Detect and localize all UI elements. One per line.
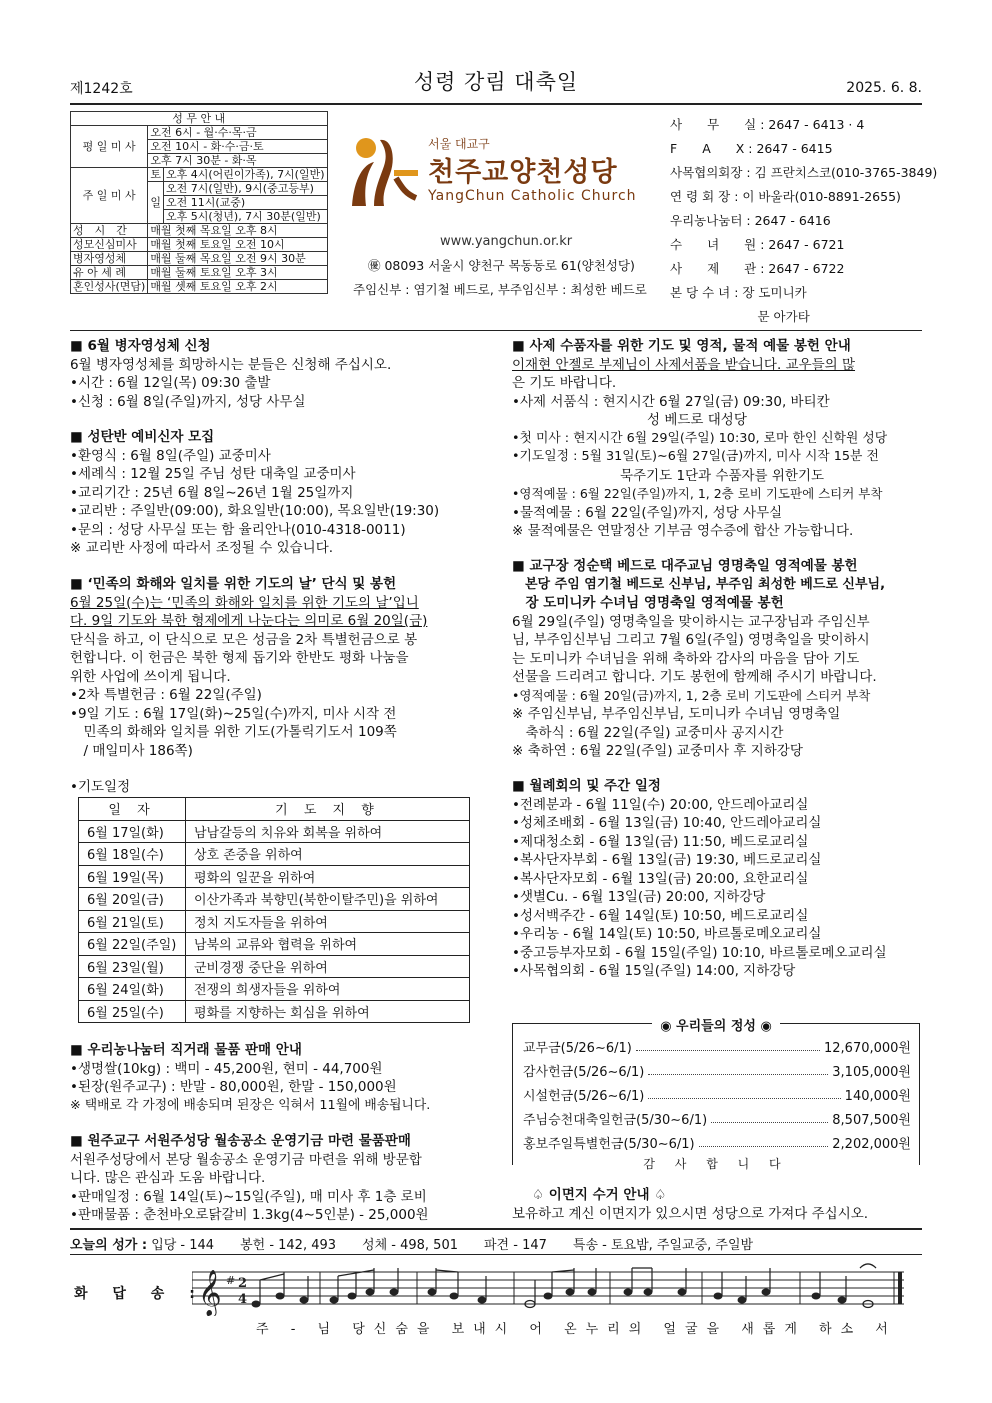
text-line: •시간 : 6월 12일(목) 09:30 출발 bbox=[70, 375, 271, 391]
table-row bbox=[79, 843, 470, 866]
prayer-date: 6월 24일(화) bbox=[79, 978, 186, 1001]
offerings-title: ◉ 우리들의 정성 ◉ bbox=[652, 1019, 780, 1034]
sunday-time: 오후 5시(청년), 7시 30분(일반) bbox=[163, 210, 327, 224]
contact-item: F A X : 2647 - 6415 bbox=[670, 141, 833, 156]
prayer-intention: 이산가족과 북향민(북한이탈주민)을 위하여 bbox=[186, 888, 470, 911]
section-title: ♤ 이면지 수거 안내 ♤ bbox=[532, 1187, 667, 1203]
left-column bbox=[70, 1041, 490, 1115]
right-column bbox=[512, 557, 922, 761]
offerings-box bbox=[512, 1019, 920, 1171]
text-line: •생명쌀(10kg) : 백미 - 45,200원, 현미 - 44,700원 bbox=[70, 1060, 383, 1077]
right-column bbox=[512, 337, 922, 541]
text-line: •영적예물 : 6월 22일(주일)까지, 1, 2층 로비 기도판에 스티커 부착 bbox=[512, 486, 883, 501]
hymn-label: 오늘의 성가 : bbox=[70, 1238, 148, 1253]
text-line: •교리기간 : 25년 6월 8일∼26년 1월 25일까지 bbox=[70, 484, 354, 501]
contact-item: 문 아가타 bbox=[670, 309, 810, 324]
text-line: 님, 부주임신부님 그리고 7월 6일(주일) 영명축일을 맞이하시 bbox=[512, 632, 870, 648]
right-column bbox=[512, 1186, 922, 1223]
svg-text:#: # bbox=[226, 1274, 236, 1287]
prayer-date: 6월 22일(주일) bbox=[79, 933, 186, 956]
text-line: ※ 주임신부님, 부주임신부님, 도미니카 수녀님 영명축일 bbox=[512, 706, 841, 722]
offering-amount: 3,105,000원 bbox=[832, 1064, 911, 1080]
contact-item: 사 무 실 : 2647 - 6413 · 4 bbox=[670, 117, 865, 132]
prayer-date: 6월 20일(금) bbox=[79, 888, 186, 911]
church-subtitle: 서울 대교구 bbox=[428, 137, 490, 151]
text-line: •성체조배회 - 6월 13일(금) 10:40, 안드레아교리실 bbox=[512, 815, 822, 831]
section-divider bbox=[70, 330, 922, 331]
text-line: •샛별Cu. - 6월 13일(금) 20:00, 지하강당 bbox=[512, 889, 766, 905]
sunday-label: 주 일 미 사 bbox=[71, 168, 148, 224]
offering-label: 감사헌금(5/26∼6/1) bbox=[523, 1064, 645, 1080]
prayer-date: 6월 17일(화) bbox=[79, 820, 186, 843]
saturday-label: 토 bbox=[148, 168, 164, 182]
text-line: 성 베드로 대성당 bbox=[512, 412, 747, 428]
table-row bbox=[79, 978, 470, 1001]
table-row bbox=[79, 820, 470, 843]
prayer-intention: 평화의 일꾼을 위하여 bbox=[186, 865, 470, 888]
text-line: •세례식 : 12월 25일 주님 성탄 대축일 교중미사 bbox=[70, 466, 356, 482]
text-line: 6월 29일(주일) 영명축일을 맞이하시는 교구장님과 주임신부 bbox=[512, 613, 870, 630]
text-line: •사목협의회 - 6월 15일(주일) 14:00, 지하강당 bbox=[512, 963, 796, 979]
weekday-time: 오전 6시 - 월·수·목·금 bbox=[148, 126, 327, 140]
section-title: ■ 사제 수품자를 위한 기도 및 영적, 물적 예물 봉헌 안내 bbox=[512, 338, 851, 354]
section-title: ■ 원주교구 서원주성당 월송공소 운영기금 마련 물품판매 bbox=[70, 1133, 411, 1149]
text-line: •우리농 - 6월 14일(토) 10:50, 바르톨로메오교리실 bbox=[512, 926, 822, 942]
text-line: 서원주성당에서 본당 월송공소 운영기금 마련을 위해 방문합 bbox=[70, 1151, 422, 1168]
text-line: ※ 물적예물은 연말정산 기부금 영수증에 합산 가능합니다. bbox=[512, 523, 854, 539]
text-line: •판매일정 : 6월 14일(토)∼15일(주일), 매 미사 후 1층 로비 bbox=[70, 1188, 427, 1205]
text-line: •물적예물 : 6월 22일(주일)까지, 성당 사무실 bbox=[512, 504, 783, 521]
text-line: 선물을 드리려고 합니다. 기도 봉헌에 함께해 주시기 바랍니다. bbox=[512, 669, 877, 685]
text-line: •된장(원주교구) : 반말 - 80,000원, 한말 - 150,000원 bbox=[70, 1079, 397, 1095]
prayer-intention: 정치 지도자들을 위하여 bbox=[186, 910, 470, 933]
offering-row bbox=[523, 1060, 911, 1080]
left-column bbox=[70, 337, 490, 411]
prayer-date: 6월 19일(목) bbox=[79, 865, 186, 888]
offering-label: 홍보주일특별헌금(5/30∼6/1) bbox=[523, 1136, 695, 1152]
text-line: •신청 : 6월 8일(주일)까지, 성당 사무실 bbox=[70, 393, 306, 410]
text-line: 는 도미니카 수녀님을 위해 축하와 감사의 마음을 담아 기도 bbox=[512, 650, 860, 667]
text-line: •성서백주간 - 6월 14일(토) 10:50, 베드로교리실 bbox=[512, 907, 809, 924]
text-line: 다. 9일 기도와 북한 형제에게 나눈다는 의미로 6월 20일(금) bbox=[70, 613, 428, 629]
text-line: 헌합니다. 이 헌금은 북한 형제 돕기와 한반도 평화 나눔을 bbox=[70, 650, 409, 666]
text-line: / 매일미사 186쪽) bbox=[70, 742, 193, 759]
text-line: •복사단자모회 - 6월 13일(금) 20:00, 요한교리실 bbox=[512, 870, 809, 887]
issue-number: 제1242호 bbox=[70, 81, 133, 97]
contact-list bbox=[670, 113, 938, 329]
schedule-value: 매월 셋째 토요일 오후 2시 bbox=[148, 280, 327, 294]
offering-row bbox=[523, 1036, 911, 1056]
weekday-time: 오후 7시 30분 - 화·목 bbox=[148, 154, 327, 168]
section-title: ■ 교구장 정순택 베드로 대주교님 영명축일 영적예물 봉헌 bbox=[512, 558, 858, 574]
schedule-value: 매월 첫째 토요일 오전 10시 bbox=[148, 238, 327, 252]
offering-amount: 12,670,000원 bbox=[824, 1040, 911, 1056]
left-column bbox=[70, 428, 490, 558]
text-line: 민족의 화해와 일치를 위한 기도(가톨릭기도서 109쪽 bbox=[70, 724, 397, 740]
table-row bbox=[79, 888, 470, 911]
church-logo-icon bbox=[344, 128, 422, 208]
offering-row bbox=[523, 1132, 911, 1152]
text-line: 6월 25일(수)는 ‘민족의 화해와 일치를 위한 기도의 날’입니 bbox=[70, 594, 419, 611]
prayer-date: 6월 23일(월) bbox=[79, 955, 186, 978]
text-line: •환영식 : 6월 8일(주일) 교중미사 bbox=[70, 447, 271, 464]
weekday-time: 오전 10시 - 화·수·금·토 bbox=[148, 140, 327, 154]
footer-divider bbox=[70, 1254, 922, 1255]
contact-item: 연 령 회 장 : 이 바울라(010-8891-2655) bbox=[670, 189, 901, 204]
offering-amount: 8,507,500원 bbox=[832, 1112, 911, 1128]
mass-schedule-title: 성 무 안 내 bbox=[71, 112, 328, 126]
weekday-label: 평 일 미 사 bbox=[71, 126, 148, 168]
prayer-intention: 남북의 교류와 협력을 위하여 bbox=[186, 933, 470, 956]
contact-item: 우리농나눔터 : 2647 - 6416 bbox=[670, 213, 831, 228]
table-row bbox=[79, 910, 470, 933]
text-line: •문의 : 성당 사무실 또는 함 율리안나(010-4318-0011) bbox=[70, 521, 406, 538]
table-row bbox=[79, 955, 470, 978]
schedule-value: 매월 둘째 토요일 오후 3시 bbox=[148, 266, 327, 280]
contact-item: 수 녀 원 : 2647 - 6721 bbox=[670, 237, 845, 252]
section-title: 장 도미니카 수녀님 영명축일 영적예물 봉헌 bbox=[512, 595, 784, 611]
header-divider bbox=[70, 103, 922, 105]
prayer-label: •기도일정 bbox=[70, 779, 131, 795]
issue-date: 2025. 6. 8. bbox=[846, 80, 922, 96]
left-column bbox=[70, 575, 490, 760]
table-row bbox=[79, 865, 470, 888]
section-title: ■ 6월 병자영성체 신청 bbox=[70, 338, 211, 354]
section-title: ■ 성탄반 예비신자 모집 bbox=[70, 429, 215, 445]
hymn-items: 입당 - 144 봉헌 - 142, 493 성체 - 498, 501 파견 - 147 특송 - 토요밤, 주일교중, 주일밤 bbox=[151, 1238, 754, 1253]
table-header: 일 자 bbox=[79, 798, 186, 821]
schedule-label: 혼인성사(면담) bbox=[71, 280, 148, 294]
church-url[interactable]: www.yangchun.or.kr bbox=[440, 234, 573, 249]
prayer-intention: 상호 존중을 위하여 bbox=[186, 843, 470, 866]
text-line: 축하식 : 6월 22일(주일) 교중미사 공지시간 bbox=[512, 724, 784, 741]
church-priests: 주임신부 : 염기철 베드로, 부주임신부 : 최성한 베드로 bbox=[353, 282, 647, 297]
offerings-thanks: 감 사 합 니 다 bbox=[513, 1155, 919, 1172]
offering-label: 교무금(5/26∼6/1) bbox=[523, 1040, 632, 1056]
text-line: •첫 미사 : 현지시간 6월 29일(주일) 10:30, 로마 한인 신학원 성당 bbox=[512, 430, 888, 446]
section-title: ■ 월례회의 및 주간 일정 bbox=[512, 778, 661, 794]
contact-item: 본 당 수 녀 : 장 도미니카 bbox=[670, 285, 807, 300]
offering-amount: 2,202,000원 bbox=[832, 1136, 911, 1152]
text-line: •복사단자부회 - 6월 13일(금) 19:30, 베드로교리실 bbox=[512, 852, 822, 868]
section-title: ■ ‘민족의 화해와 일치를 위한 기도의 날’ 단식 및 봉헌 bbox=[70, 576, 397, 592]
right-column bbox=[512, 777, 922, 981]
prayer-intention: 남남갈등의 치유와 회복을 위하여 bbox=[186, 820, 470, 843]
schedule-label: 유 아 세 례 bbox=[71, 266, 148, 280]
text-line: •중고등부자모회 - 6월 15일(주일) 10:10, 바르톨로메오교리실 bbox=[512, 944, 887, 961]
text-line: •교리반 : 주일반(09:00), 화요일반(10:00), 목요일반(19:30) bbox=[70, 503, 440, 519]
prayer-intention: 평화를 지향하는 회심을 위하여 bbox=[186, 1000, 470, 1023]
footer-divider bbox=[70, 1228, 922, 1230]
sunday-time: 오전 11시(교중) bbox=[163, 196, 327, 210]
schedule-value: 매월 둘째 목요일 오전 9시 30분 bbox=[148, 252, 327, 266]
text-line: 은 기도 바랍니다. bbox=[512, 375, 617, 391]
text-line: 위한 사업에 쓰이게 됩니다. bbox=[70, 668, 231, 685]
svg-text:4: 4 bbox=[238, 1292, 248, 1307]
contact-item: 사목협의회장 : 김 프란치스코(010-3765-3849) bbox=[670, 165, 938, 180]
text-line: 니다. 많은 관심과 도움 바랍니다. bbox=[70, 1170, 266, 1186]
text-line: •기도일정 : 5월 31일(토)∼6월 27일(금)까지, 미사 시작 15분 전 bbox=[512, 449, 879, 464]
contact-item: 사 제 관 : 2647 - 6722 bbox=[670, 261, 845, 276]
text-line: 6월 병자영성체를 희망하시는 분들은 신청해 주십시오. bbox=[70, 356, 392, 373]
text-line: •9일 기도 : 6월 17일(화)∼25일(수)까지, 미사 시작 전 bbox=[70, 705, 397, 722]
text-line: •전례분과 - 6월 11일(수) 20:00, 안드레아교리실 bbox=[512, 796, 809, 813]
text-line: •영적예물 : 6월 20일(금)까지, 1, 2층 로비 기도판에 스티커 부착 bbox=[512, 687, 871, 703]
text-line: •사제 서품식 : 현지시간 6월 27일(금) 09:30, 바티칸 bbox=[512, 393, 830, 410]
responsorial-label: 화 답 송 : bbox=[74, 1286, 205, 1302]
offering-row bbox=[523, 1084, 911, 1104]
svg-text:2: 2 bbox=[238, 1276, 248, 1291]
prayer-schedule-table bbox=[78, 797, 470, 1023]
text-line: •제대청소회 - 6월 13일(금) 11:50, 베드로교리실 bbox=[512, 833, 809, 850]
text-line: ※ 택배로 각 가정에 배송되며 된장은 익혀서 11월에 배송됩니다. bbox=[70, 1097, 431, 1113]
text-line: 단식을 하고, 이 단식으로 모은 성금을 2차 특별헌금으로 봉 bbox=[70, 631, 418, 648]
schedule-label: 성 시 간 bbox=[71, 224, 148, 238]
text-line: •판매물품 : 춘천바오로닭갈비 1.3kg(4∼5인분) - 25,000원 bbox=[70, 1207, 429, 1223]
prayer-date: 6월 18일(수) bbox=[79, 843, 186, 866]
offering-label: 주님승천대축일헌금(5/30∼6/1) bbox=[523, 1112, 708, 1128]
text-line: ※ 축하연 : 6월 22일(주일) 교중미사 후 지하강당 bbox=[512, 743, 803, 759]
table-row bbox=[79, 933, 470, 956]
offering-row bbox=[523, 1108, 911, 1128]
page-title: 성령 강림 대축일 bbox=[413, 70, 579, 94]
prayer-date: 6월 21일(토) bbox=[79, 910, 186, 933]
hymn-list bbox=[70, 1234, 753, 1253]
sunday-day-label: 일 bbox=[148, 182, 164, 224]
text-line: 묵주기도 1단과 수품자를 위한기도 bbox=[512, 467, 825, 484]
schedule-value: 매월 첫째 목요일 오후 8시 bbox=[148, 224, 327, 238]
church-address: ㊝ 08093 서울시 양천구 목동동로 61(양천성당) bbox=[368, 258, 635, 273]
svg-text:𝄞: 𝄞 bbox=[198, 1270, 222, 1316]
left-column bbox=[70, 1132, 490, 1225]
offering-label: 시설헌금(5/26∼6/1) bbox=[523, 1088, 645, 1104]
church-name-en: YangChun Catholic Church bbox=[428, 188, 637, 204]
section-title: 본당 주임 염기철 베드로 신부님, 부주임 최성한 베드로 신부님, bbox=[512, 576, 886, 592]
music-staff-icon bbox=[192, 1262, 904, 1316]
text-line: ※ 교리반 사정에 따라서 조정될 수 있습니다. bbox=[70, 540, 334, 556]
saturday-time: 오후 4시(어린이가족), 7시(일반) bbox=[163, 168, 327, 182]
table-row bbox=[79, 1000, 470, 1023]
offering-amount: 140,000원 bbox=[844, 1088, 911, 1104]
church-name: 천주교양천성당 bbox=[428, 157, 618, 188]
prayer-intention: 전쟁의 희생자들을 위하여 bbox=[186, 978, 470, 1001]
text-line: •2차 특별헌금 : 6월 22일(주일) bbox=[70, 687, 262, 703]
prayer-date: 6월 25일(수) bbox=[79, 1000, 186, 1023]
sunday-time: 오전 7시(일반), 9시(중고등부) bbox=[163, 182, 327, 196]
prayer-intention: 군비경쟁 중단을 위하여 bbox=[186, 955, 470, 978]
text-line: 이재현 안젤로 부제님이 사제서품을 받습니다. 교우들의 많 bbox=[512, 356, 856, 373]
schedule-label: 성모신심미사 bbox=[71, 238, 148, 252]
responsorial-lyrics: 주 - 님 당신숨을 보내시 어 온누리의 얼굴을 새롭게 하소 서 bbox=[256, 1322, 897, 1337]
mass-schedule-table bbox=[70, 111, 328, 294]
table-header: 기 도 지 향 bbox=[186, 798, 470, 821]
text-line: 보유하고 계신 이면지가 있으시면 성당으로 가져다 주십시오. bbox=[512, 1205, 869, 1222]
section-title: ■ 우리농나눔터 직거래 물품 판매 안내 bbox=[70, 1042, 302, 1058]
schedule-label: 병자영성체 bbox=[71, 252, 148, 266]
